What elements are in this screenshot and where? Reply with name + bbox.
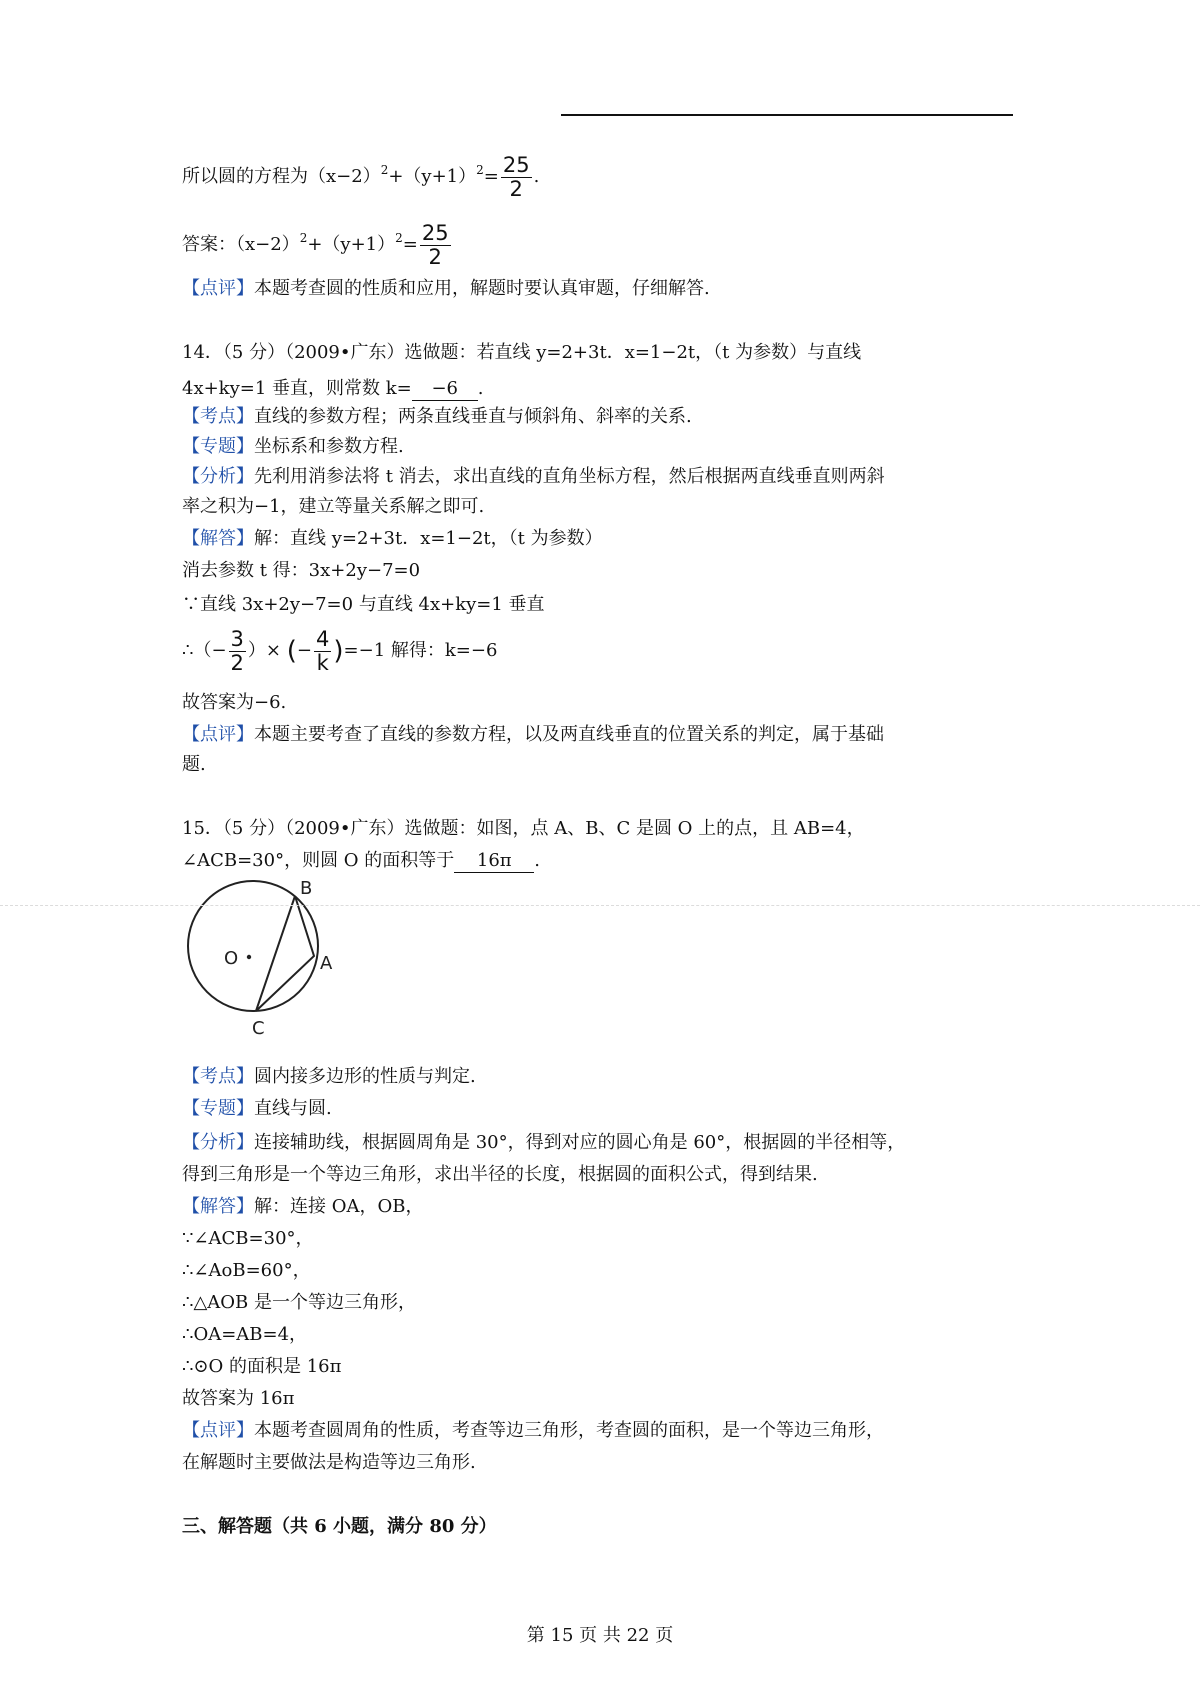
q15-answer-blank: 16π [454, 850, 534, 873]
q14-topic [182, 434, 404, 460]
q14-stem-line2 [182, 376, 483, 402]
calc-suffix: =−1 解得：k=−6 [343, 640, 498, 661]
q15-step: ∴OA=AB=4， [182, 1324, 308, 1345]
circle-o [188, 881, 318, 1011]
q14-stem-prefix: 4x+ky=1 垂直，则常数 k= [182, 378, 412, 399]
q14-analysis-line1 [182, 464, 885, 490]
analysis-text: 先利用消参法将 t 消去，求出直线的直角坐标方程，然后根据两直线垂直则两斜 [254, 466, 885, 487]
calc-fraction-2 [314, 626, 331, 675]
review-text: 本题考查圆周角的性质，考查等边三角形，考查圆的面积，是一个等边三角形， [254, 1420, 884, 1441]
triangle-abc [256, 896, 314, 1011]
analysis-tag: 【分析】 [182, 466, 254, 487]
q13-answer-equals: = [402, 234, 418, 255]
topic-tag: 【专题】 [182, 1098, 254, 1119]
q13-answer-exp1: 2 [299, 231, 308, 245]
calc-close-paren: ) [333, 636, 344, 666]
q14-answer-blank: −6 [412, 378, 478, 401]
review-text: 本题主要考查了直线的参数方程，以及两直线垂直的位置关系的判定，属于基础 [254, 724, 884, 745]
q13-eq-exp2: 2 [476, 163, 484, 177]
solution-tag: 【解答】 [182, 528, 254, 549]
q15-step: ∴△AOB 是一个等边三角形， [182, 1292, 416, 1313]
calc-fraction-1 [229, 626, 246, 675]
q13-answer-frac-den: 2 [428, 244, 442, 269]
calc-minus: − [296, 640, 312, 661]
q15-point [182, 1064, 476, 1090]
solution-text: 解：直线 y=2+3t．x=1−2t，（t 为参数） [254, 528, 603, 549]
q15-topic [182, 1096, 332, 1122]
q13-eq-fraction [501, 152, 532, 201]
q15-step: ∴⊙O 的面积是 16π [182, 1356, 342, 1377]
label-c: C [252, 1018, 265, 1038]
q14-stem-line1: 14．（5 分）（2009•广东）选做题：若直线 y=2+3t．x=1−2t，（t 为参数）与直线 [182, 342, 862, 363]
point-text: 直线的参数方程；两条直线垂直与倾斜角、斜率的关系. [254, 406, 692, 427]
q14-review-line2: 题. [182, 754, 206, 775]
q14-final: 故答案为−6. [182, 692, 287, 713]
q13-eq-equals: = [483, 166, 499, 187]
label-a: A [320, 953, 333, 974]
q14-solution-line1 [182, 526, 603, 552]
q15-analysis-line2: 得到三角形是一个等边三角形，求出半径的长度，根据圆的面积公式，得到结果. [182, 1164, 818, 1185]
q13-answer-fraction [420, 220, 451, 269]
analysis-tag: 【分析】 [182, 1132, 254, 1153]
analysis-text: 连接辅助线，根据圆周角是 30°，得到对应的圆心角是 60°，根据圆的半径相等， [254, 1132, 906, 1153]
q15-solution-line1 [182, 1194, 423, 1220]
calc-times: ）× [247, 640, 282, 661]
solution-text: 解：连接 OA，OB， [254, 1196, 424, 1217]
q15-stem-suffix: . [534, 850, 541, 871]
q14-review-line1 [182, 722, 884, 748]
topic-tag: 【专题】 [182, 436, 254, 457]
calc-frac1-den: 2 [230, 650, 244, 675]
q15-step: ∵∠ACB=30°， [182, 1228, 314, 1249]
review-tag: 【点评】 [182, 724, 254, 745]
point-text: 圆内接多边形的性质与判定. [254, 1066, 476, 1087]
q14-point [182, 404, 692, 430]
q14-stem-suffix: . [477, 378, 484, 399]
q14-solution-line2: 消去参数 t 得：3x+2y−7=0 [182, 560, 421, 581]
q13-answer-line [182, 218, 453, 269]
solution-tag: 【解答】 [182, 1196, 254, 1217]
q13-eq-suffix: . [533, 166, 540, 187]
q14-solution-line3: ∵直线 3x+2y−7=0 与直线 4x+ky=1 垂直 [182, 594, 545, 615]
calc-frac2-num: 4 [316, 626, 330, 651]
page-break-rule [0, 905, 1200, 906]
review-tag: 【点评】 [182, 1420, 254, 1441]
point-tag: 【考点】 [182, 1066, 254, 1087]
q13-answer-frac-num: 25 [421, 220, 449, 245]
q15-step: 故答案为 16π [182, 1388, 295, 1409]
section-3-heading: 三、解答题（共 6 小题，满分 80 分） [182, 1516, 497, 1537]
q13-frac-num: 25 [502, 152, 530, 177]
q13-review [182, 276, 710, 302]
center-point [247, 955, 251, 959]
q13-answer-prefix: 答案：（x−2） [182, 234, 300, 255]
review-text: 本题考查圆的性质和应用，解题时要认真审题，仔细解答. [254, 278, 710, 299]
page-footer: 第 15 页 共 22 页 [526, 1625, 674, 1646]
q14-analysis-line2: 率之积为−1，建立等量关系解之即可. [182, 496, 485, 517]
q13-equation-line [182, 150, 540, 201]
calc-open-paren: ( [286, 636, 297, 666]
q14-calc-line [182, 624, 497, 678]
q13-eq-prefix: 所以圆的方程为（x−2） [182, 166, 381, 187]
top-rule [561, 114, 1013, 116]
calc-prefix: ∴（− [182, 640, 227, 661]
q15-analysis-line1 [182, 1130, 905, 1156]
topic-text: 坐标系和参数方程. [254, 436, 404, 457]
q15-step: ∴∠AoB=60°， [182, 1260, 311, 1281]
q13-answer-mid: +（y+1） [307, 234, 396, 255]
q15-review-line1 [182, 1418, 884, 1444]
q15-stem-prefix: ∠ACB=30°，则圆 O 的面积等于 [182, 850, 455, 871]
q15-stem-line1: 15．（5 分）（2009•广东）选做题：如图，点 A、B、C 是圆 O 上的点，且 AB=4， [182, 818, 865, 839]
circle-figure [178, 868, 348, 1038]
point-tag: 【考点】 [182, 406, 254, 427]
q15-review-line2: 在解题时主要做法是构造等边三角形. [182, 1452, 476, 1473]
q13-eq-mid: +（y+1） [388, 166, 477, 187]
review-tag: 【点评】 [182, 278, 254, 299]
q13-eq-exp1: 2 [380, 163, 389, 177]
label-o: O [224, 948, 239, 969]
calc-frac2-den: k [316, 650, 329, 675]
calc-frac1-num: 3 [230, 626, 244, 651]
label-b: B [300, 878, 313, 899]
topic-text: 直线与圆. [254, 1098, 332, 1119]
q13-answer-exp2: 2 [395, 231, 403, 245]
q13-frac-den: 2 [509, 176, 523, 201]
